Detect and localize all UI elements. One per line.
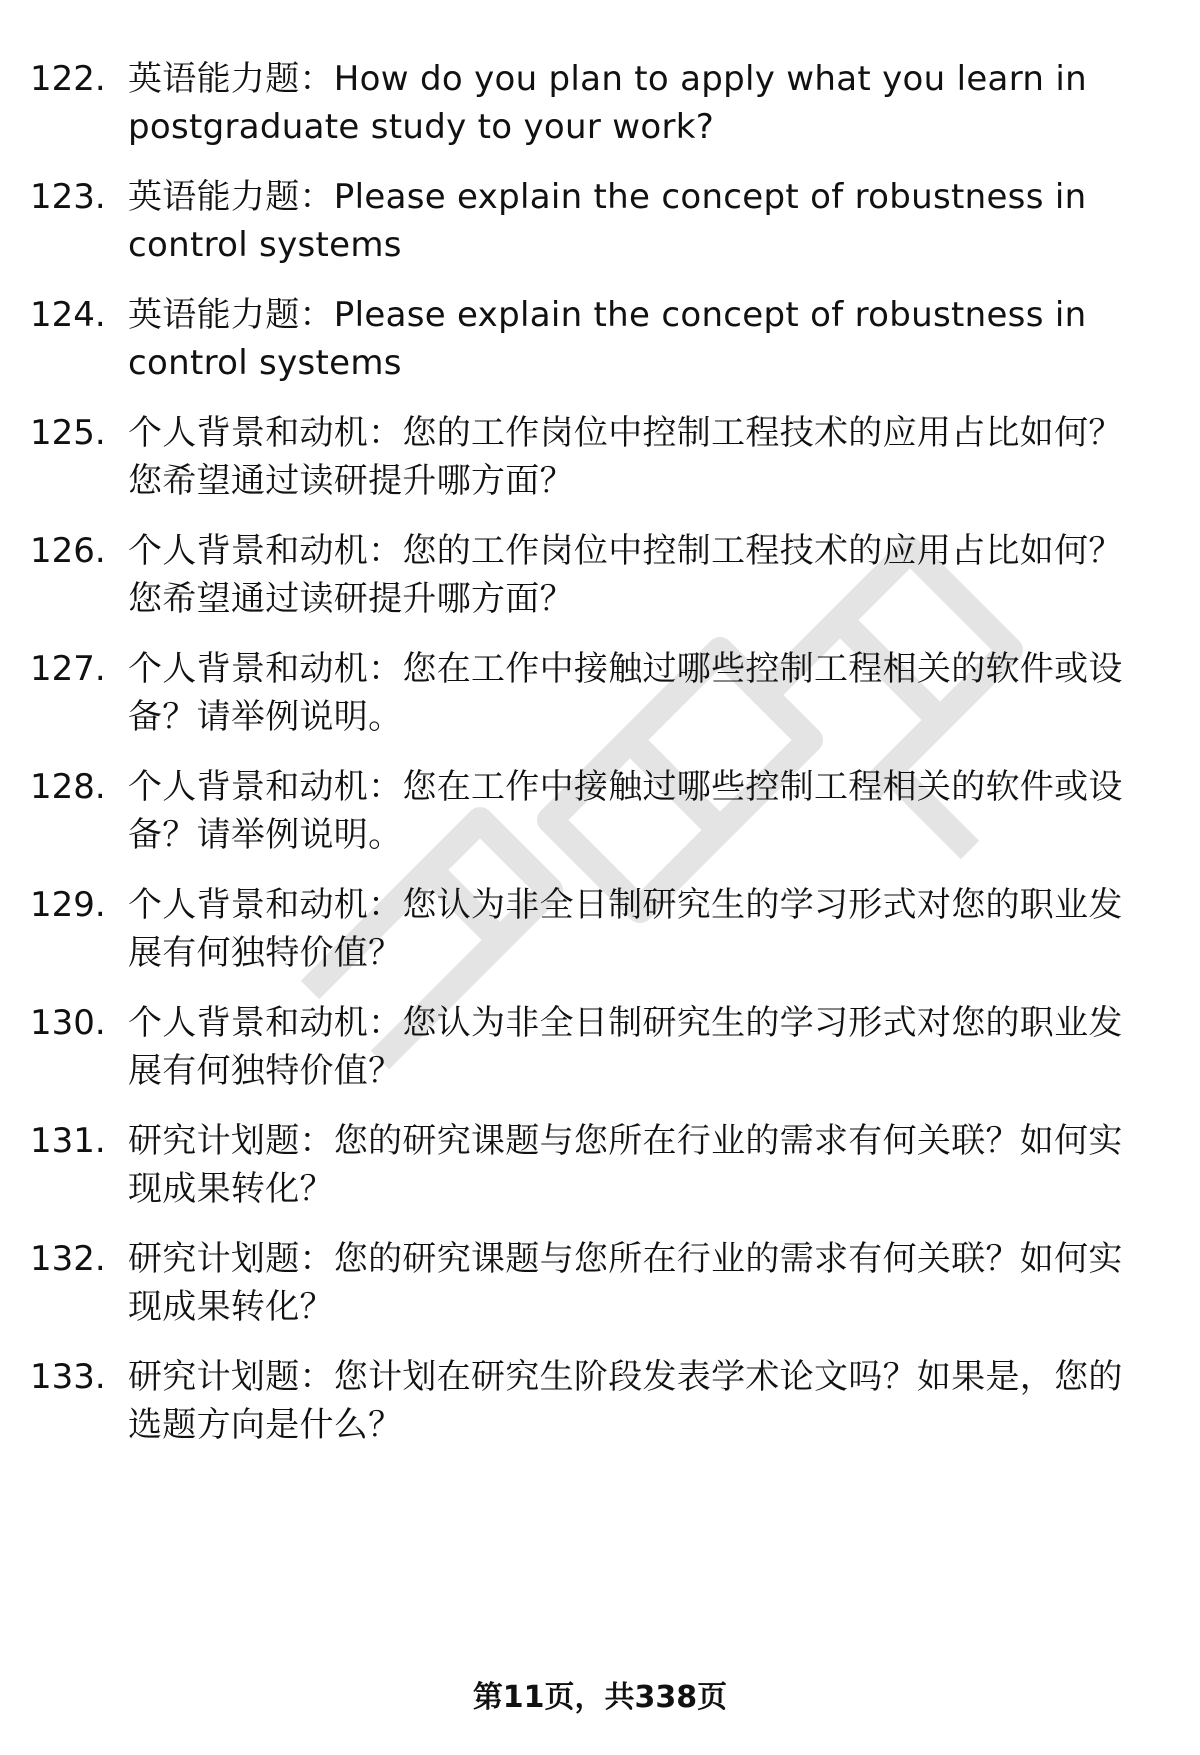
question-text: 个人背景和动机：您认为非全日制研究生的学习形式对您的职业发展有何独特价值？ xyxy=(128,885,1123,973)
question-number: 122. xyxy=(30,59,106,99)
question-text: 英语能力题：Please explain the concept of robustness in control systems xyxy=(128,295,1087,383)
question-text: 个人背景和动机：您认为非全日制研究生的学习形式对您的职业发展有何独特价值？ xyxy=(128,1003,1123,1091)
question-text: 个人背景和动机：您在工作中接触过哪些控制工程相关的软件或设备？请举例说明。 xyxy=(128,767,1123,855)
question-item xyxy=(0,1353,1200,1463)
question-item xyxy=(0,999,1200,1109)
question-text: 研究计划题：您计划在研究生阶段发表学术论文吗？如果是，您的选题方向是什么？ xyxy=(128,1357,1123,1445)
question-text: 英语能力题：How do you plan to apply what you learn in postgraduate study to your work? xyxy=(128,59,1087,147)
question-number: 131. xyxy=(30,1121,106,1161)
question-item xyxy=(0,55,1200,165)
question-item xyxy=(0,1235,1200,1345)
question-number: 129. xyxy=(30,885,106,925)
question-item xyxy=(0,527,1200,637)
question-item xyxy=(0,409,1200,519)
question-number: 123. xyxy=(30,177,106,217)
question-text: 个人背景和动机：您在工作中接触过哪些控制工程相关的软件或设备？请举例说明。 xyxy=(128,649,1123,737)
question-item xyxy=(0,291,1200,401)
question-number: 127. xyxy=(30,649,106,689)
question-text: 英语能力题：Please explain the concept of robustness in control systems xyxy=(128,177,1087,265)
question-item xyxy=(0,763,1200,873)
page-number-footer: 第11页，共338页 xyxy=(472,1680,728,1715)
question-text: 个人背景和动机：您的工作岗位中控制工程技术的应用占比如何？您希望通过读研提升哪方面？ xyxy=(128,531,1123,619)
question-item xyxy=(0,881,1200,991)
question-number: 128. xyxy=(30,767,106,807)
question-number: 132. xyxy=(30,1239,106,1279)
question-number: 133. xyxy=(30,1357,106,1397)
question-text: 个人背景和动机：您的工作岗位中控制工程技术的应用占比如何？您希望通过读研提升哪方面？ xyxy=(128,413,1123,501)
question-item xyxy=(0,645,1200,755)
question-text: 研究计划题：您的研究课题与您所在行业的需求有何关联？如何实现成果转化？ xyxy=(128,1121,1123,1209)
question-number: 125. xyxy=(30,413,106,453)
question-number: 124. xyxy=(30,295,106,335)
question-item xyxy=(0,1117,1200,1227)
question-text: 研究计划题：您的研究课题与您所在行业的需求有何关联？如何实现成果转化？ xyxy=(128,1239,1123,1327)
question-number: 126. xyxy=(30,531,106,571)
question-number: 130. xyxy=(30,1003,106,1043)
question-item xyxy=(0,173,1200,283)
